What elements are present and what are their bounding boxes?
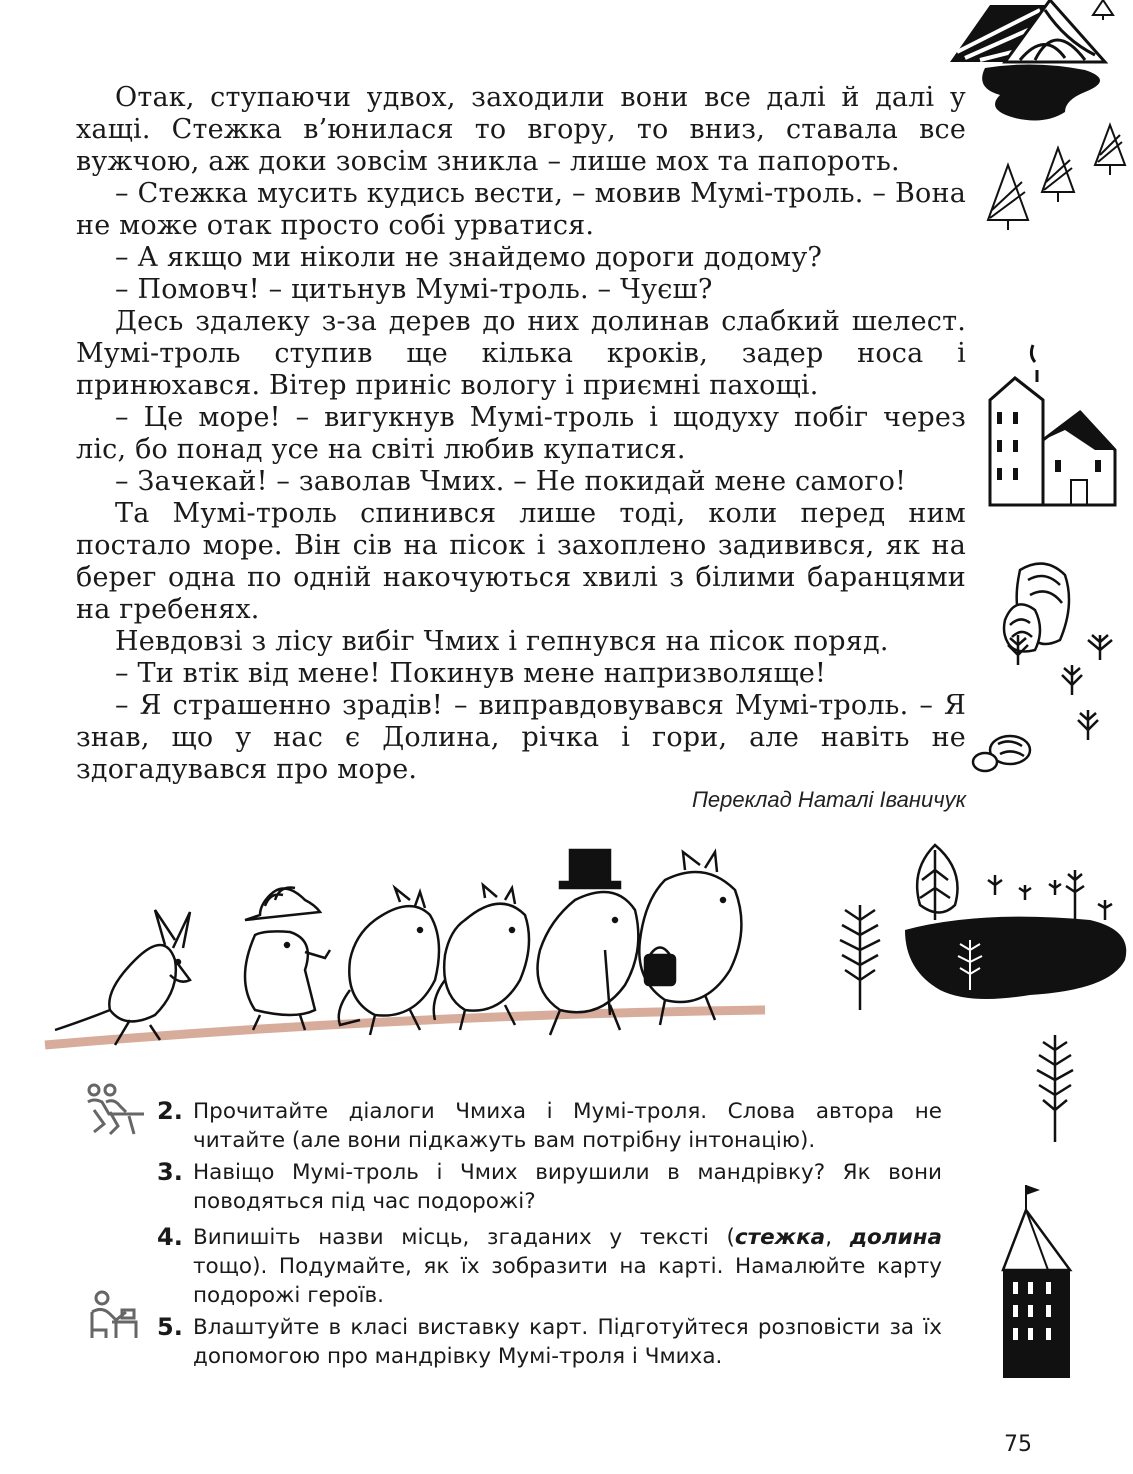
plants-icon: [1000, 630, 1125, 745]
task-text-part: тощо). Подумайте, як їх зобразити на карті. Намалюйте карту подорожі героїв.: [193, 1254, 942, 1308]
translation-credit: Переклад Наталі Іваничук: [691, 787, 966, 812]
moomin-family-illustration: [15, 840, 775, 1070]
task-4: [157, 1223, 942, 1310]
pine-trees-icon: [980, 120, 1130, 230]
story-text: [76, 82, 966, 786]
tower-icon: [998, 1180, 1098, 1380]
story-paragraph: – Стежка мусить кудись вести, – мовив Мумі-троль. – Вона не може отак просто собі урватися.: [76, 178, 966, 241]
story-paragraph: – Помовч! – цитьнув Мумі-троль. – Чуєш?: [115, 274, 713, 305]
task-number: 2.: [157, 1097, 183, 1125]
emphasis-word: долина: [849, 1225, 942, 1250]
page-number: 75: [1004, 1432, 1032, 1457]
task-5: [157, 1313, 942, 1371]
story-paragraph: – Ти втік від мене! Покинув мене напризволяще!: [115, 658, 827, 689]
task-number: 4.: [157, 1223, 183, 1251]
task-number: 3.: [157, 1158, 183, 1186]
task-text-part: Випишіть назви місць, згаданих у тексті (: [193, 1225, 735, 1250]
story-paragraph: – Я страшенно зрадів! – виправдовувався Мумі-троль. – Я знав, що у нас є Долина, річка і гори, але навіть не здогадувався про море.: [76, 690, 966, 785]
pair-work-icon: [84, 1082, 146, 1137]
tree-icon: [1025, 1030, 1085, 1145]
story-paragraph: Невдовзі з лісу вибіг Чмих і гепнувся на пісок поряд.: [115, 626, 889, 657]
task-text: Навіщо Мумі-троль і Чмих вирушили в мандрівку? Як вони поводяться під час подорожі?: [193, 1160, 942, 1214]
house-icon: [985, 340, 1120, 510]
task-number: 5.: [157, 1313, 183, 1341]
story-paragraph: – Це море! – вигукнув Мумі-троль і щодуху побіг через ліс, бо понад усе на світі любив купатися.: [76, 402, 966, 465]
task-text: Влаштуйте в класі виставку карт. Підготуйтеся розповісти за їх допомогою про мандрівку Мумі-троля і Чмиха.: [193, 1315, 942, 1369]
task-2: [157, 1097, 942, 1155]
pebbles-icon: [970, 730, 1035, 775]
pine-tree-icon: [1083, 0, 1123, 20]
story-paragraph: – Зачекай! – заволав Чмих. – Не покидай мене самого!: [115, 466, 907, 497]
story-paragraph: Отак, ступаючи удвох, заходили вони все далі й далі у хащі. Стежка в’юнилася то вгору, то вниз, ставала все вужчою, аж доки зовсім зникла – лише мох та папороть.: [76, 82, 966, 177]
task-text: Прочитайте діалоги Чмиха і Мумі-троля. Слова автора не читайте (але вони підкажуть вам потрібну інтонацію).: [193, 1099, 942, 1153]
task-3: [157, 1158, 942, 1216]
task-text: [193, 1223, 942, 1310]
tasks-section: [157, 1097, 942, 1374]
story-paragraph: Та Мумі-троль спинився лише тоді, коли перед ним постало море. Він сів на пісок і захоплено задивився, як на берег одна по одній накочуються хвилі з білими баранцями на гребенях.: [76, 498, 966, 625]
trees-island-illustration: [830, 840, 1133, 1020]
story-paragraph: Десь здалеку з-за дерев до них долинав слабкий шелест. Мумі-троль ступив ще кілька кроків, задер носа і принюхався. Вітер приніс вологу і приємні пахощі.: [76, 306, 966, 401]
individual-work-icon: [84, 1290, 139, 1340]
emphasis-word: стежка: [734, 1225, 826, 1250]
story-paragraph: – А якщо ми ніколи не знайдемо дороги додому?: [115, 242, 823, 273]
task-text-part: ,: [825, 1225, 850, 1250]
